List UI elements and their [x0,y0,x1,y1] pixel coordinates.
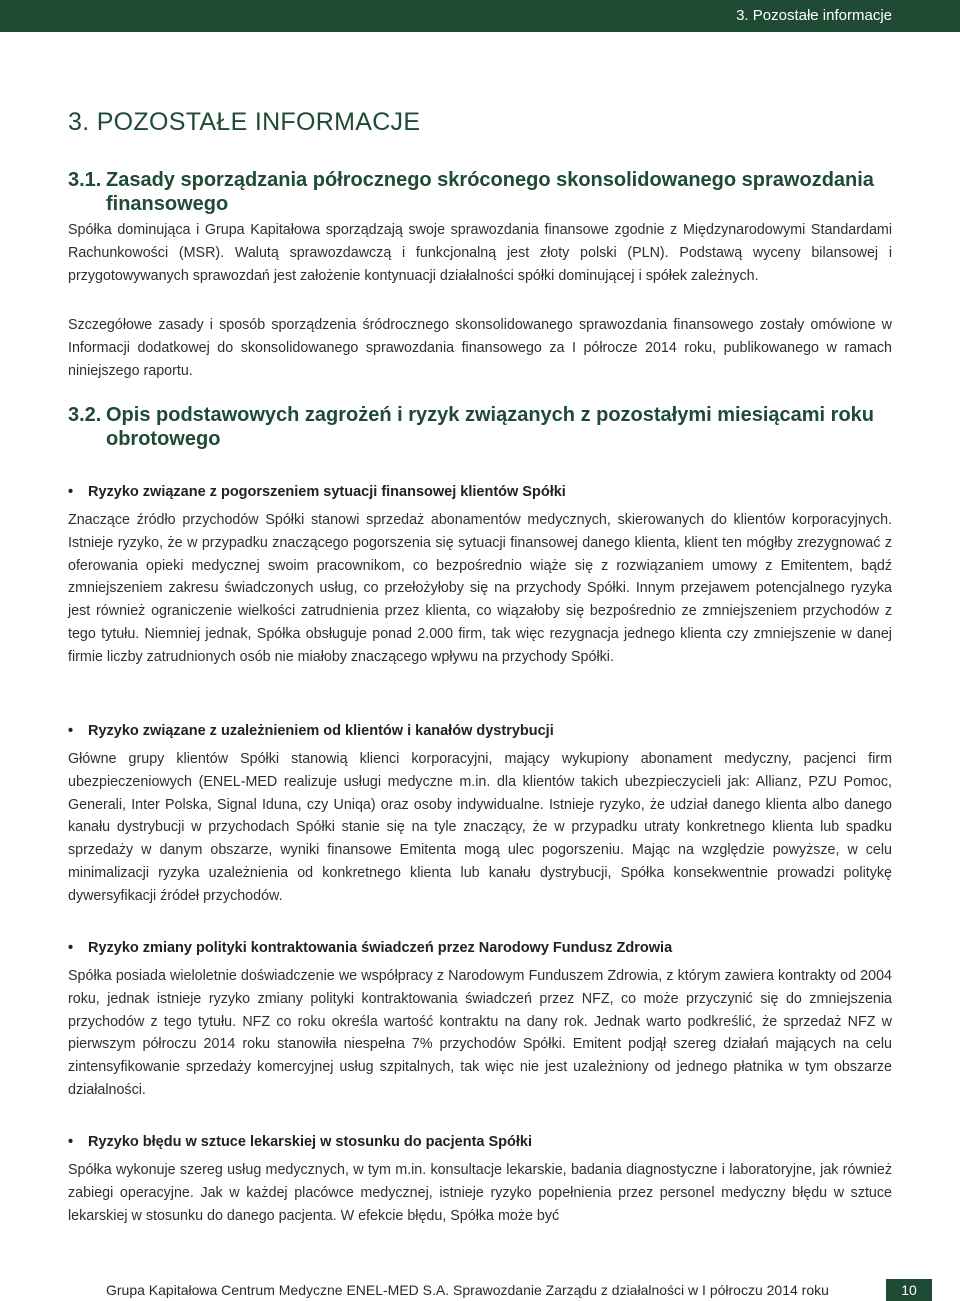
page-title: 3. POZOSTAŁE INFORMACJE [68,108,421,136]
section-title-line1: Opis podstawowych zagrożeń i ryzyk związanych z pozostałymi miesiącami roku [106,404,875,426]
bullet-icon: • [68,940,74,956]
risk-body: Główne grupy klientów Spółki stanowią klienci korporacyjni, mający wykupiony abonament medyczny, pacjenci firm ubezpieczeniowych (ENEL-MED realizuje usługi medyczne m.in. dla klientów takich ubezpieczycieli jak: Allianz, PZU Pomoc, Generali, Inter Polska, Signal Iduna, czy Uniqa) oraz osoby indywidualne. Istnieje ryzyko, że udział danego klienta albo danego kanału dystrybucji w przychodach Spółki stanie się na tyle znaczący, że w przypadku utraty konkretnego klienta lub spadku sprzedaży w danym obszarze, wyniki finansowe Emitenta mogą ulec pogorszeniu. Mając na względzie powyższe, w celu minimalizacji ryzyka uzależnienia od konkretnego klienta lub kanału dystrybucji, Spółka konsekwentnie prowadzi politykę dywersyfikacji źródeł przychodów. [68,751,892,904]
risk-heading-text: Ryzyko związane z pogorszeniem sytuacji finansowej klientów Spółki [88,484,566,500]
risk-heading [68,484,898,500]
risk-body: Znaczące źródło przychodów Spółki stanowi sprzedaż abonamentów medycznych, skierowanych do klientów korporacyjnych. Istnieje ryzyko, że w przypadku znaczącego pogorszenia się sytuacji finansowej danego klienta, klient ten mógłby zrezygnować z oferowania opieki medycznej swoim pracownikom, co bezpośrednio wiąże się z rozwiązaniem umowy z Emitentem, bądź zmniejszeniem zakresu świadczonych usług, co przełożyłoby się na przychody Spółki. Innym przejawem potencjalnego ryzyka jest również ograniczenie wielkości zatrudnienia przez klienta, co wiązałoby się bezpośrednio ze zmniejszeniem przychodów z tego tytułu. Niemniej jednak, Spółka obsługuje ponad 2.000 firm, tak więc rezygnacja jednego klienta czy zmniejszenie w danej firmie liczby zatrudnionych osób nie miałoby znaczącego wpływu na przychody Spółki. [68,512,892,665]
section-3-1-heading [68,168,898,216]
footer-text: Grupa Kapitałowa Centrum Medyczne ENEL-MED S.A. Sprawozdanie Zarządu z działalności w I półroczu 2014 roku [106,1282,829,1298]
section-title-line2: obrotowego [106,428,221,450]
section-title-line2: finansowego [106,193,229,215]
section-number: 3.2. [68,404,102,426]
risk-body: Spółka posiada wieloletnie doświadczenie we współpracy z Narodowym Funduszem Zdrowia, z którym zawiera kontrakty od 2004 roku, jednak istnieje ryzyko zmiany polityki kontraktowania świadczeń przez NFZ, co może przyczynić się do zmniejszenia przychodów z tego tytułu. NFZ co roku określa wartość kontraktu na dany rok. Jednak warto podkreślić, że sprzedaż NFZ w pierwszym półroczu 2014 roku stanowiła niespełna 7% przychodów Spółki. Emitent podjął szereg działań mających na celu zintensyfikowanie sprzedaży komercyjnej usług szpitalnych, tak więc nie jest uzależniony od jednego płatnika w tym obszarze działalności. [68,968,892,1098]
risk-body: Spółka wykonuje szereg usług medycznych, w tym m.in. konsultacje lekarskie, badania diagnostyczne i laboratoryjne, jak również zabiegi operacyjne. Jak w każdej placówce medycznej, istnieje ryzyko popełnienia przez personel medyczny błędu w sztuce lekarskiej w stosunku do danego pacjenta. W efekcie błędu, Spółka może być [68,1162,892,1224]
page-number: 10 [886,1279,932,1301]
risk-heading [68,1134,898,1150]
section-title-line1: Zasady sporządzania półrocznego skróconego skonsolidowanego sprawozdania [106,169,874,191]
section-number: 3.1. [68,169,102,191]
header-bar [0,0,960,32]
running-title: 3. Pozostałe informacje [736,7,892,24]
risk-heading-text: Ryzyko związane z uzależnieniem od klientów i kanałów dystrybucji [88,723,554,739]
risk-heading-text: Ryzyko zmiany polityki kontraktowania świadczeń przez Narodowy Fundusz Zdrowia [88,940,673,956]
section-3-1-paragraph-2: Szczegółowe zasady i sposób sporządzenia śródrocznego skonsolidowanego sprawozdania finansowego zostały omówione w Informacji dodatkowej do skonsolidowanego sprawozdania finansowego za I półrocze 2014 roku, publikowanego w ramach niniejszego raportu. [68,317,892,379]
risk-heading-text: Ryzyko błędu w sztuce lekarskiej w stosunku do pacjenta Spółki [88,1134,532,1150]
bullet-icon: • [68,723,74,739]
section-3-1-paragraph-1: Spółka dominująca i Grupa Kapitałowa sporządzają swoje sprawozdania finansowe zgodnie z Międzynarodowymi Standardami Rachunkowości (MSR). Walutą sprawozdawczą i funkcjonalną jest złoty polski (PLN). Podstawą wyceny bilansowej i przygotowywanych sprawozdań jest założenie kontynuacji działalności spółki dominującej i spółek zależnych. [68,222,892,284]
bullet-icon: • [68,484,74,500]
risk-heading [68,723,898,739]
section-3-2-heading [68,403,898,451]
bullet-icon: • [68,1134,74,1150]
risk-heading [68,940,898,956]
